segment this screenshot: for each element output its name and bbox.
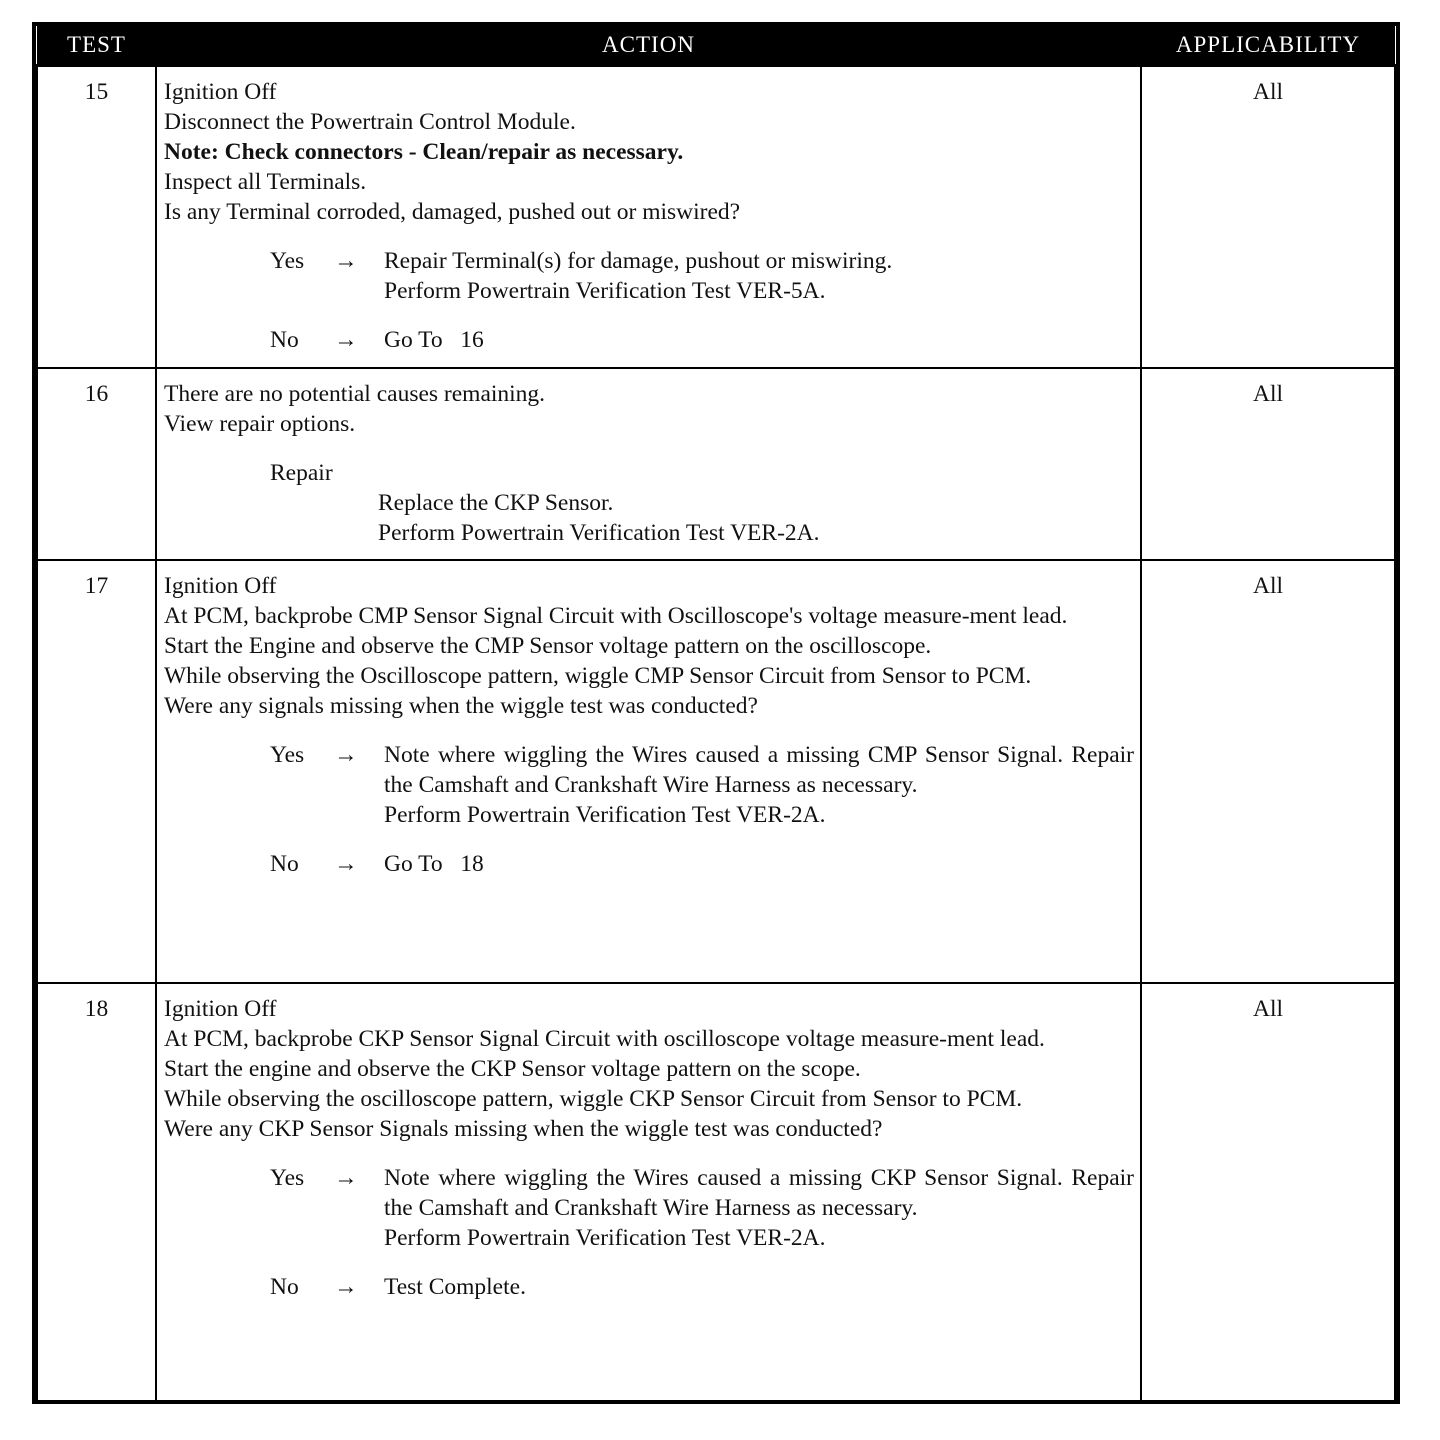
- header-action: ACTION: [156, 26, 1141, 66]
- no-branch: [270, 325, 1134, 355]
- no-branch: [270, 849, 1134, 879]
- header-test: TEST: [37, 26, 156, 66]
- no-label: No: [270, 850, 299, 877]
- test-number: 17: [37, 560, 156, 983]
- applicability-value: All: [1141, 368, 1395, 560]
- table-row: [37, 368, 1395, 560]
- action-line: While observing the oscilloscope pattern, wiggle CKP Sensor Circuit from Sensor to PCM.: [164, 1085, 1023, 1112]
- yes-branch: [270, 1163, 1134, 1253]
- action-line: There are no potential causes remaining.: [164, 380, 546, 407]
- yes-label: Yes: [270, 741, 305, 768]
- arrow-icon: →: [334, 327, 358, 353]
- applicability-value: All: [1141, 560, 1395, 983]
- yes-action: Note where wiggling the Wires caused a missing CKP Sensor Signal. Repair the Camshaft and Crankshaft Wire Harness as necessary.: [384, 1164, 1134, 1221]
- yes-action-2: Perform Powertrain Verification Test VER-5A.: [384, 278, 826, 304]
- yes-action-2: Perform Powertrain Verification Test VER-2A.: [384, 1224, 826, 1251]
- arrow-icon: →: [334, 248, 358, 274]
- table-row: [37, 66, 1395, 368]
- test-number: 16: [37, 368, 156, 560]
- arrow-icon: →: [334, 1273, 358, 1300]
- yes-action: Note where wiggling the Wires caused a missing CMP Sensor Signal. Repair the Camshaft and Crankshaft Wire Harness as necessary.: [384, 741, 1134, 798]
- yes-action: Repair Terminal(s) for damage, pushout or miswiring.: [384, 248, 893, 274]
- action-line: At PCM, backprobe CKP Sensor Signal Circuit with oscilloscope voltage measure-ment lead.: [164, 1025, 1045, 1052]
- yes-label: Yes: [270, 248, 305, 274]
- table-header-row: [37, 26, 1395, 66]
- no-action: Test Complete.: [384, 1273, 526, 1300]
- applicability-value: All: [1141, 983, 1395, 1403]
- diagnostic-table-frame: [32, 22, 1400, 1404]
- action-line: Disconnect the Powertrain Control Module.: [164, 109, 576, 135]
- action-cell: [156, 368, 1141, 560]
- test-number: 15: [37, 66, 156, 368]
- action-cell: [156, 983, 1141, 1403]
- repair-line: Replace the CKP Sensor.: [378, 489, 614, 516]
- no-action: Go To 18: [384, 850, 484, 877]
- action-line: Ignition Off: [164, 79, 277, 105]
- applicability-value: All: [1141, 66, 1395, 368]
- repair-line: Perform Powertrain Verification Test VER-2A.: [378, 519, 820, 546]
- action-line: While observing the Oscilloscope pattern, wiggle CMP Sensor Circuit from Sensor to PCM.: [164, 662, 1032, 689]
- action-line: View repair options.: [164, 410, 356, 437]
- action-line: Is any Terminal corroded, damaged, pushed out or miswired?: [164, 199, 741, 225]
- no-label: No: [270, 327, 299, 353]
- arrow-icon: →: [334, 1164, 358, 1191]
- repair-label: Repair: [270, 459, 333, 486]
- action-line: Were any CKP Sensor Signals missing when the wiggle test was conducted?: [164, 1115, 883, 1142]
- action-line: Start the Engine and observe the CMP Sensor voltage pattern on the oscilloscope.: [164, 632, 932, 659]
- action-line: Start the engine and observe the CKP Sensor voltage pattern on the scope.: [164, 1055, 861, 1082]
- no-branch: [270, 1272, 1134, 1302]
- action-cell: [156, 66, 1141, 368]
- action-note: Note: Check connectors - Clean/repair as necessary.: [164, 139, 684, 165]
- action-line: Were any signals missing when the wiggle test was conducted?: [164, 692, 758, 719]
- yes-action-2: Perform Powertrain Verification Test VER-2A.: [384, 801, 826, 828]
- no-action: Go To 16: [384, 327, 484, 353]
- header-applicability: APPLICABILITY: [1141, 26, 1395, 66]
- action-line: Ignition Off: [164, 995, 277, 1022]
- arrow-icon: →: [334, 741, 358, 768]
- yes-branch: [270, 740, 1134, 830]
- test-number: 18: [37, 983, 156, 1403]
- action-line: Ignition Off: [164, 572, 277, 599]
- arrow-icon: →: [334, 850, 358, 877]
- yes-label: Yes: [270, 1164, 305, 1191]
- table-row: [37, 560, 1395, 983]
- action-line: At PCM, backprobe CMP Sensor Signal Circuit with Oscilloscope's voltage measure-ment lead.: [164, 602, 1068, 629]
- yes-branch: [270, 246, 1134, 306]
- action-line: Inspect all Terminals.: [164, 169, 367, 195]
- action-cell: [156, 560, 1141, 983]
- no-label: No: [270, 1273, 299, 1300]
- table-row: [37, 983, 1395, 1403]
- diagnostic-test-table: [36, 26, 1396, 1404]
